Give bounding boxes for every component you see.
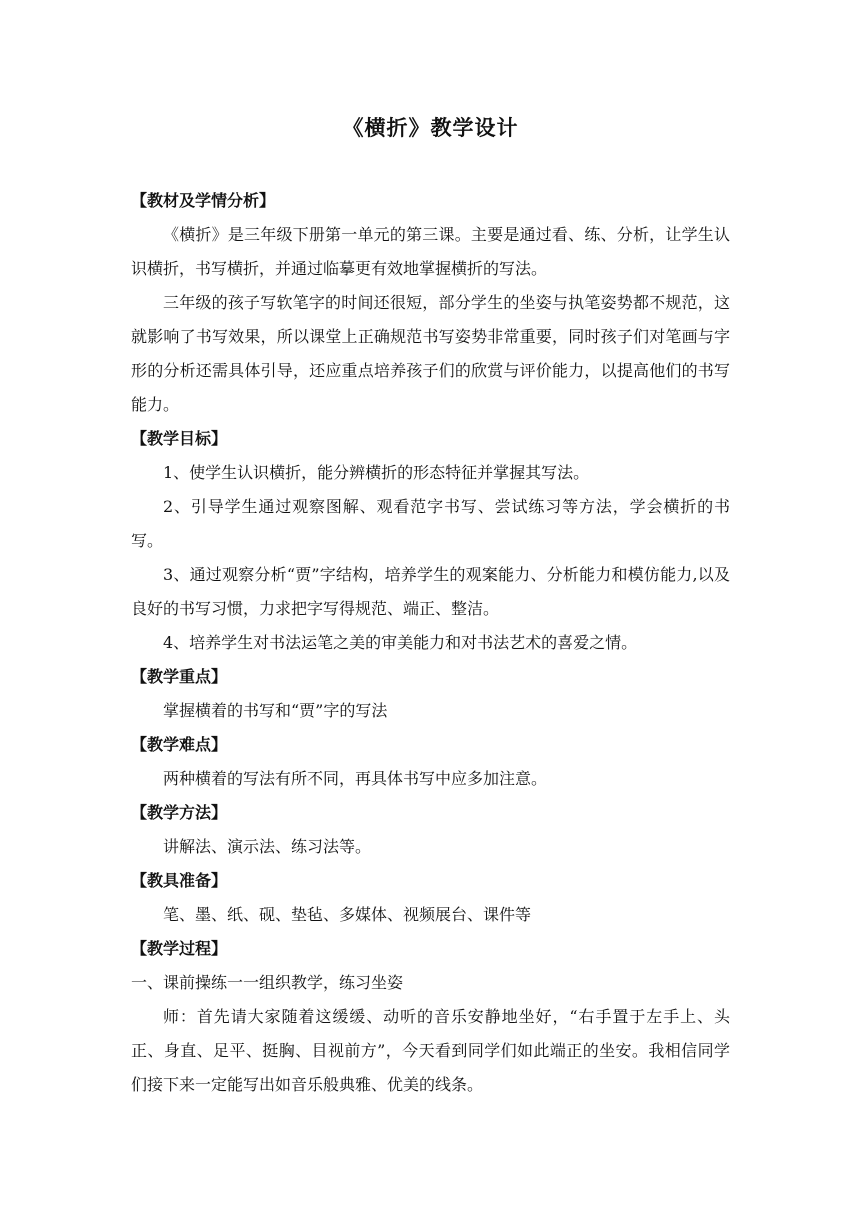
section-heading-analysis: 【教材及学情分析】 — [131, 191, 276, 210]
paragraph: 笔、墨、纸、砚、垫毡、多媒体、视频展台、课件等 — [163, 905, 532, 924]
goal-item: 2、引导学生通过观察图解、观看范字书写、尝试练习等方法，学会横折的书写。 — [131, 497, 730, 550]
paragraph: 两种横着的写法有所不同，再具体书写中应多加注意。 — [163, 769, 548, 788]
section-heading-goals: 【教学目标】 — [131, 429, 228, 448]
goal-item: 1、使学生认识横折，能分辨横折的形态特征并掌握其写法。 — [163, 463, 590, 482]
paragraph: 师：首先请大家随着这缓缓、动听的音乐安静地坐好，“右手置于左手上、头正、身直、足平、挺胸、目视前方”，今天看到同学们如此端正的坐安。我相信同学们接下来一定能写出如音乐般典雅、优美的线条。 — [131, 1007, 730, 1094]
paragraph: 《横折》是三年级下册第一单元的第三课。主要是通过看、练、分析，让学生认识横折，书写横折，并通过临摹更有效地掌握横折的写法。 — [131, 225, 730, 278]
document-title: 《横折》教学设计 — [342, 115, 519, 140]
paragraph: 掌握横着的书写和“贾”字的写法 — [163, 701, 388, 720]
section-heading-key-points: 【教学重点】 — [131, 667, 228, 686]
section-heading-process: 【教学过程】 — [131, 939, 228, 958]
goal-item: 4、培养学生对书法运笔之美的审美能力和对书法艺术的喜爱之情。 — [163, 633, 638, 652]
section-heading-difficulties: 【教学难点】 — [131, 735, 228, 754]
section-heading-methods: 【教学方法】 — [131, 803, 228, 822]
process-step-heading: 一、课前操练一一组织教学，练习坐姿 — [131, 973, 404, 992]
paragraph: 三年级的孩子写软笔字的时间还很短，部分学生的坐姿与执笔姿势都不规范，这就影响了书写效果，所以课堂上正确规范书写姿势非常重要，同时孩子们对笔画与字形的分析还需具体引导，还应重点培养孩子们的欣赏与评价能力，以提高他们的书写能力。 — [131, 293, 730, 414]
goal-item: 3、通过观察分析“贾”字结构，培养学生的观案能力、分析能力和模仿能力,以及良好的书写习惯，力求把字写得规范、端正、整洁。 — [131, 565, 730, 618]
section-heading-materials: 【教具准备】 — [131, 871, 228, 890]
paragraph: 讲解法、演示法、练习法等。 — [163, 837, 372, 856]
